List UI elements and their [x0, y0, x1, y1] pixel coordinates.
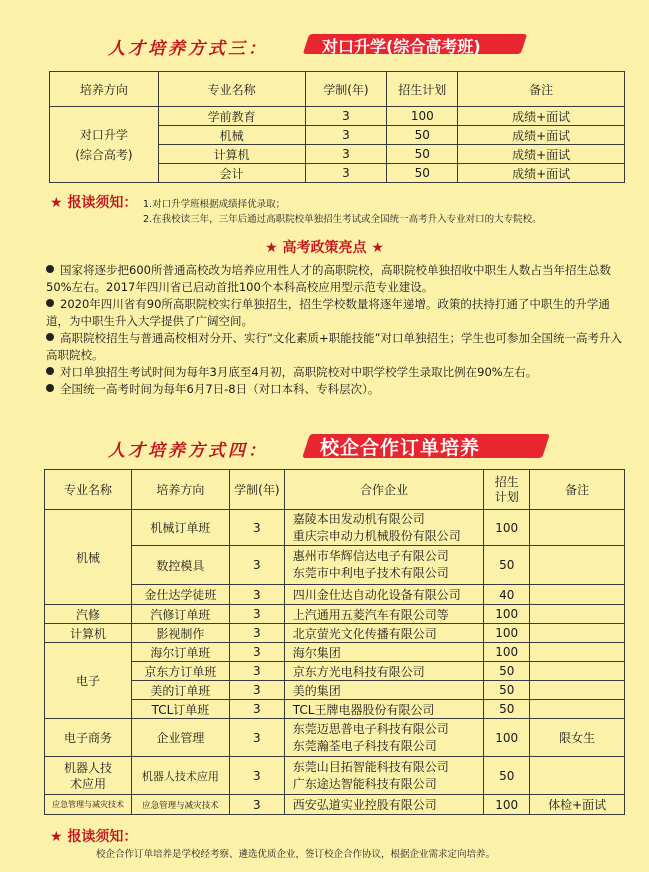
table-row [45, 681, 625, 700]
bullet-icon [46, 265, 54, 273]
header-years: 学制(年) [305, 72, 387, 107]
policy-bullets [46, 262, 624, 398]
direction-cell [50, 107, 159, 183]
note-cell [530, 662, 625, 681]
company-cell: 海尔集团 [284, 643, 483, 662]
section3-heading [0, 28, 649, 62]
note-cell [530, 510, 625, 546]
table-row [50, 107, 625, 126]
company-line: 东莞山目拓智能科技有限公司 [292, 759, 449, 774]
direction-cell: 金仕达学徒班 [131, 585, 229, 605]
header-direction: 培养方向 [131, 470, 229, 510]
major-cell: 学前教育 [158, 107, 305, 126]
company-cell [284, 510, 483, 546]
header-plan-line2: 计划 [494, 489, 519, 504]
table-row [45, 643, 625, 662]
years-cell: 3 [229, 624, 284, 643]
years-cell: 3 [229, 681, 284, 700]
note-cell: 成绩+面试 [458, 145, 625, 164]
plan-cell: 100 [484, 605, 530, 624]
years-cell: 3 [229, 795, 284, 815]
direction-cell: 数控模具 [131, 546, 229, 585]
direction-cell: 汽修订单班 [131, 605, 229, 624]
section3-notice-1: 1.对口升学班根据成绩择优录取； [143, 199, 286, 210]
table-header-row [50, 72, 625, 107]
plan-cell: 50 [484, 546, 530, 585]
company-cell [284, 719, 483, 757]
header-note: 备注 [458, 72, 625, 107]
bullet-text: 2020年四川省有90所高职院校实行单独招生，招生学校数量将逐年递增。政策的扶持打通了中职生的升学通道，为中职生升入大学提供了广阔空间。 [46, 297, 610, 328]
years-cell: 3 [229, 662, 284, 681]
plan-cell: 50 [387, 145, 458, 164]
plan-cell: 100 [484, 624, 530, 643]
section4-label: 人才培养方式四： [108, 441, 268, 461]
years-cell: 3 [229, 643, 284, 662]
direction-line1: 对口升学 [79, 127, 128, 142]
group-line: 机器人技 [63, 760, 112, 775]
bullet-icon [46, 299, 54, 307]
note-cell: 体检+面试 [530, 795, 625, 815]
star-icon: ★ [50, 195, 63, 211]
plan-cell: 100 [484, 719, 530, 757]
header-plan: 招生计划 [387, 72, 458, 107]
group-cell: 电子 [45, 643, 132, 719]
company-cell [284, 757, 483, 795]
direction-line2: (综合高考) [75, 147, 133, 162]
company-cell: 京东方光电科技有限公司 [284, 662, 483, 681]
section3-title: 对口升学(综合高考班) [322, 37, 481, 56]
company-line: 惠州市华辉信达电子有限公司 [292, 549, 449, 563]
table-row [45, 510, 625, 546]
bullet-icon [46, 333, 54, 341]
group-cell: 汽修 [45, 605, 132, 624]
header-major: 专业名称 [45, 470, 132, 510]
years-cell: 3 [305, 126, 387, 145]
section4-notice-label-text: 报读须知： [67, 829, 138, 845]
company-line: 东莞迈思普电子科技有限公司 [292, 721, 449, 736]
note-cell: 成绩+面试 [458, 107, 625, 126]
plan-cell: 100 [484, 510, 530, 546]
note-cell: 成绩+面试 [458, 126, 625, 145]
company-cell: TCL王牌电器股份有限公司 [284, 700, 483, 719]
bullet-icon [46, 384, 54, 392]
plan-cell: 50 [484, 757, 530, 795]
bullet-text: 全国统一高考时间为每年6月7日-8日（对口本科、专科层次）。 [60, 382, 380, 396]
header-plan [484, 470, 530, 510]
years-cell: 3 [229, 510, 284, 546]
header-major: 专业名称 [158, 72, 305, 107]
bullet-text: 高职院校招生与普通高校相对分开、实行“文化素质+职能技能”对口单独招生；学生也可参加全国统一高考升入高职院校。 [46, 331, 623, 362]
table-row [45, 624, 625, 643]
years-cell: 3 [229, 719, 284, 757]
section3-notice-label-text: 报读须知： [67, 195, 138, 211]
table-row [45, 662, 625, 681]
plan-cell: 50 [484, 662, 530, 681]
table-row [45, 757, 625, 795]
group-cell: 应急管理与减灾技术 [45, 795, 132, 815]
list-item [46, 262, 624, 296]
company-line: 东莞瀚荃电子科技有限公司 [292, 738, 437, 753]
note-cell [530, 546, 625, 585]
direction-cell: 美的订单班 [131, 681, 229, 700]
table-row [45, 546, 625, 585]
years-cell: 3 [229, 605, 284, 624]
direction-cell: 机械订单班 [131, 510, 229, 546]
plan-cell: 100 [484, 795, 530, 815]
header-note: 备注 [530, 470, 625, 510]
company-cell: 上汽通用五菱汽车有限公司等 [284, 605, 483, 624]
bullet-icon [46, 367, 54, 375]
plan-cell: 50 [387, 126, 458, 145]
table-header-row [45, 470, 625, 510]
table-row [45, 605, 625, 624]
company-cell: 西安弘道实业控股有限公司 [284, 795, 483, 815]
bullet-text: 国家将逐步把600所普通高校改为培养应用性人才的高职院校，高职院校单独招收中职生人数占当年招生总数50%左右。2017年四川省已启动首批100个本科高校应用型示范专业建设。 [46, 263, 611, 294]
direction-cell: 机器人技术应用 [131, 757, 229, 795]
section4-heading [0, 428, 649, 462]
table-row [45, 700, 625, 719]
section4-notice-label [50, 826, 137, 846]
years-cell: 3 [305, 107, 387, 126]
note-cell: 成绩+面试 [458, 164, 625, 183]
note-cell [530, 757, 625, 795]
direction-cell: 京东方订单班 [131, 662, 229, 681]
years-cell: 3 [305, 145, 387, 164]
company-cell: 北京萤光文化传播有限公司 [284, 624, 483, 643]
direction-cell: 影视制作 [131, 624, 229, 643]
company-line: 东莞市中利电子技术有限公司 [292, 566, 449, 580]
company-line: 广东途达智能科技有限公司 [292, 776, 437, 791]
section4-table [44, 469, 625, 815]
company-line: 重庆宗申动力机械股份有限公司 [292, 528, 461, 543]
header-plan-line1: 招生 [494, 474, 519, 489]
header-years: 学制(年) [229, 470, 284, 510]
note-cell [530, 700, 625, 719]
section3-table [49, 71, 625, 183]
direction-cell: 海尔订单班 [131, 643, 229, 662]
table-row [45, 795, 625, 815]
section3-label: 人才培养方式三： [108, 39, 268, 59]
plan-cell: 50 [387, 164, 458, 183]
years-cell: 3 [229, 700, 284, 719]
list-item [46, 364, 624, 381]
plan-cell: 40 [484, 585, 530, 605]
note-cell [530, 624, 625, 643]
direction-cell: TCL订单班 [131, 700, 229, 719]
list-item [46, 296, 624, 330]
years-cell: 3 [305, 164, 387, 183]
list-item [46, 330, 624, 364]
group-cell: 电子商务 [45, 719, 132, 757]
group-cell: 机械 [45, 510, 132, 605]
years-cell: 3 [229, 757, 284, 795]
company-cell: 四川金仕达自动化设备有限公司 [284, 585, 483, 605]
section3-notice-label [50, 192, 137, 212]
policy-title [0, 237, 649, 257]
star-icon: ★ [50, 829, 63, 845]
note-cell [530, 681, 625, 700]
plan-cell: 50 [484, 681, 530, 700]
note-cell [530, 585, 625, 605]
major-cell: 计算机 [158, 145, 305, 164]
note-cell: 限女生 [530, 719, 625, 757]
section4-title: 校企合作订单培养 [320, 437, 481, 459]
section3-notice-2: 2.在我校读三年，三年后通过高职院校单独招生考试或全国统一高考升入专业对口的大专院校。 [143, 214, 542, 225]
plan-cell: 50 [484, 700, 530, 719]
company-line: 嘉陵本田发动机有限公司 [292, 511, 425, 526]
bullet-text: 对口单独招生考试时间为每年3月底至4月初，高职院校对中职学校学生录取比例在90%左右。 [60, 365, 538, 379]
group-line: 术应用 [69, 776, 106, 791]
years-cell: 3 [229, 585, 284, 605]
major-cell: 会计 [158, 164, 305, 183]
star-icon: ★ [371, 240, 384, 256]
header-company: 合作企业 [284, 470, 483, 510]
header-direction: 培养方向 [50, 72, 159, 107]
direction-cell: 企业管理 [131, 719, 229, 757]
major-cell: 机械 [158, 126, 305, 145]
plan-cell: 100 [484, 643, 530, 662]
policy-title-text: 高考政策亮点 [282, 240, 367, 256]
note-cell [530, 605, 625, 624]
group-cell [45, 757, 132, 795]
list-item [46, 381, 624, 398]
note-cell [530, 643, 625, 662]
table-row [45, 585, 625, 605]
table-row [45, 719, 625, 757]
section4-notice: 校企合作订单培养是学校经考察、遴选优质企业，签订校企合作协议，根据企业需求定向培养。 [96, 849, 496, 860]
group-cell: 计算机 [45, 624, 132, 643]
plan-cell: 100 [387, 107, 458, 126]
company-cell [284, 546, 483, 585]
direction-cell: 应急管理与减灾技术 [131, 795, 229, 815]
company-cell: 美的集团 [284, 681, 483, 700]
star-icon: ★ [265, 240, 278, 256]
years-cell: 3 [229, 546, 284, 585]
